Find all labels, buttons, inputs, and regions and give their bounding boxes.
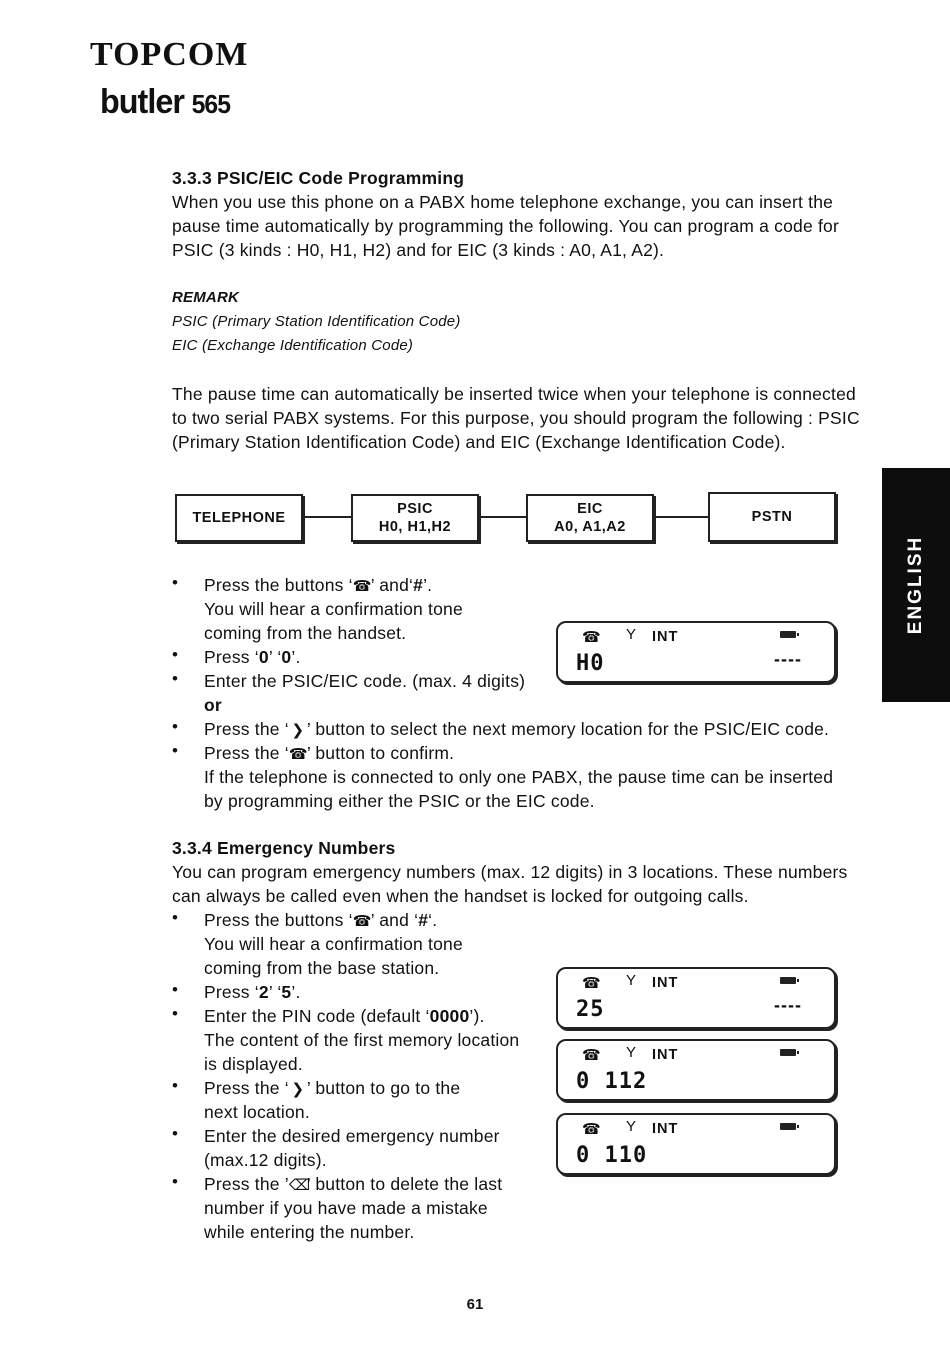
instruction-line: while entering the number.: [204, 1222, 415, 1242]
bullet: •: [172, 1076, 178, 1095]
diagram-box-psic: [351, 494, 479, 542]
instruction-line: Enter the PIN code (default ‘0000’).: [204, 1006, 485, 1026]
instruction-line: by programming either the PSIC or the EIC code.: [204, 791, 595, 811]
battery-icon: [780, 1049, 796, 1056]
bullet: •: [172, 741, 178, 760]
delete-icon: ⌫: [288, 1177, 311, 1194]
instruction-line: Enter the PSIC/EIC code. (max. 4 digits): [204, 671, 526, 691]
paragraph-line: The pause time can automatically be inserted twice when your telephone is connected: [172, 384, 856, 404]
section-heading-psic: 3.3.3 PSIC/EIC Code Programming: [172, 168, 465, 188]
bullet: •: [172, 908, 178, 927]
paragraph-line: You can program emergency numbers (max. 12 digits) in 3 locations. These numbers: [172, 862, 848, 882]
lcd-dashes: ----: [774, 995, 802, 1015]
bullet: •: [172, 1124, 178, 1143]
instruction-line: Press the ’⌫’ button to delete the last: [204, 1172, 502, 1198]
instruction-line: Press the buttons ‘☎’ and‘#’.: [204, 573, 432, 599]
instruction-line: If the telephone is connected to only one PABX, the pause time can be inserted: [204, 767, 834, 787]
handset-icon: ☎: [582, 1047, 601, 1064]
diagram-eic-codes: A0, A1,A2: [554, 519, 626, 535]
instruction-line: (max.12 digits).: [204, 1150, 327, 1170]
remark-line: PSIC (Primary Station Identification Code): [172, 313, 461, 330]
lcd-digits: H0: [576, 651, 605, 676]
diagram-box-telephone: TELEPHONE: [175, 494, 303, 542]
or-label: or: [204, 695, 222, 715]
diagram-connector: [652, 516, 708, 518]
antenna-icon: Y: [626, 1044, 637, 1061]
lcd-display-psic: [556, 621, 836, 683]
language-tab: [882, 468, 950, 702]
diagram-psic-title: PSIC: [397, 501, 433, 517]
paragraph-line: When you use this phone on a PABX home telephone exchange, you can insert the: [172, 192, 834, 212]
battery-icon: [780, 631, 796, 638]
lcd-int-label: INT: [652, 1121, 679, 1137]
menu-handset-icon: ☎: [352, 913, 372, 930]
instruction-line: Press the ‘ ❯ ’ button to select the next memory location for the PSIC/EIC code.: [204, 717, 829, 743]
instruction-line: Press ‘2’ ‘5’.: [204, 982, 301, 1002]
lcd-int-label: INT: [652, 975, 679, 991]
remark-title: REMARK: [172, 289, 240, 306]
instruction-line: You will hear a confirmation tone: [204, 934, 463, 954]
next-arrow-icon: ❯: [291, 722, 305, 739]
antenna-icon: Y: [626, 626, 637, 643]
diagram-box-eic: [526, 494, 654, 542]
antenna-icon: Y: [626, 972, 637, 989]
lcd-digits: 25: [576, 997, 605, 1022]
diagram-connector: [477, 516, 526, 518]
instruction-line: is displayed.: [204, 1054, 303, 1074]
instruction-line: Press the ‘☎’ button to confirm.: [204, 741, 454, 767]
instruction-line: number if you have made a mistake: [204, 1198, 488, 1218]
battery-icon: [780, 1123, 796, 1130]
section-heading-emergency: 3.3.4 Emergency Numbers: [172, 838, 396, 858]
paragraph-line: to two serial PABX systems. For this purpose, you should program the following : PSIC: [172, 408, 860, 428]
product-model: 565: [191, 89, 231, 119]
instruction-line: next location.: [204, 1102, 310, 1122]
instruction-line: Enter the desired emergency number: [204, 1126, 500, 1146]
paragraph-line: can always be called even when the handset is locked for outgoing calls.: [172, 886, 749, 906]
lcd-display-pin: [556, 967, 836, 1029]
bullet: •: [172, 1172, 178, 1191]
battery-icon: [780, 977, 796, 984]
bullet: •: [172, 669, 178, 688]
handset-icon: ☎: [582, 1121, 601, 1138]
bullet: •: [172, 980, 178, 999]
diagram-eic-title: EIC: [577, 501, 603, 517]
lcd-digits: 0 110: [576, 1143, 648, 1168]
product-logo: [100, 84, 230, 122]
instruction-line: coming from the handset.: [204, 623, 407, 643]
lcd-digits: 0 112: [576, 1069, 648, 1094]
instruction-line: Press the buttons ‘☎’ and ‘#‘.: [204, 908, 437, 934]
instruction-line: Press ‘0’ ‘0’.: [204, 647, 301, 667]
brand-logo: TOPCOM: [90, 36, 249, 73]
language-label: ENGLISH: [905, 535, 926, 635]
paragraph-line: PSIC (3 kinds : H0, H1, H2) and for EIC (3 kinds : A0, A1, A2).: [172, 240, 665, 260]
menu-handset-icon: ☎: [288, 746, 308, 763]
lcd-int-label: INT: [652, 1047, 679, 1063]
instruction-line: Press the ‘ ❯ ’ button to go to the: [204, 1076, 460, 1102]
next-arrow-icon: ❯: [291, 1081, 305, 1098]
diagram-connector: [301, 516, 351, 518]
instruction-line: coming from the base station.: [204, 958, 440, 978]
lcd-display-memory-1: [556, 1039, 836, 1101]
lcd-int-label: INT: [652, 629, 679, 645]
instruction-line: You will hear a confirmation tone: [204, 599, 463, 619]
bullet: •: [172, 573, 178, 592]
paragraph-line: (Primary Station Identification Code) and EIC (Exchange Identification Code).: [172, 432, 786, 452]
bullet: •: [172, 1004, 178, 1023]
handset-icon: ☎: [582, 975, 601, 992]
bullet: •: [172, 645, 178, 664]
antenna-icon: Y: [626, 1118, 637, 1135]
bullet: •: [172, 717, 178, 736]
menu-handset-icon: ☎: [352, 578, 372, 595]
lcd-display-memory-2: [556, 1113, 836, 1175]
instruction-line: The content of the first memory location: [204, 1030, 520, 1050]
diagram-psic-codes: H0, H1,H2: [378, 519, 452, 535]
handset-icon: ☎: [582, 629, 601, 646]
paragraph-line: pause time automatically by programming the following. You can program a code for: [172, 216, 839, 236]
diagram-box-pstn: PSTN: [708, 492, 836, 542]
page-number: 61: [466, 1296, 484, 1313]
product-name: butler: [100, 83, 185, 121]
remark-line: EIC (Exchange Identification Code): [172, 337, 414, 354]
lcd-dashes: ----: [774, 649, 802, 669]
